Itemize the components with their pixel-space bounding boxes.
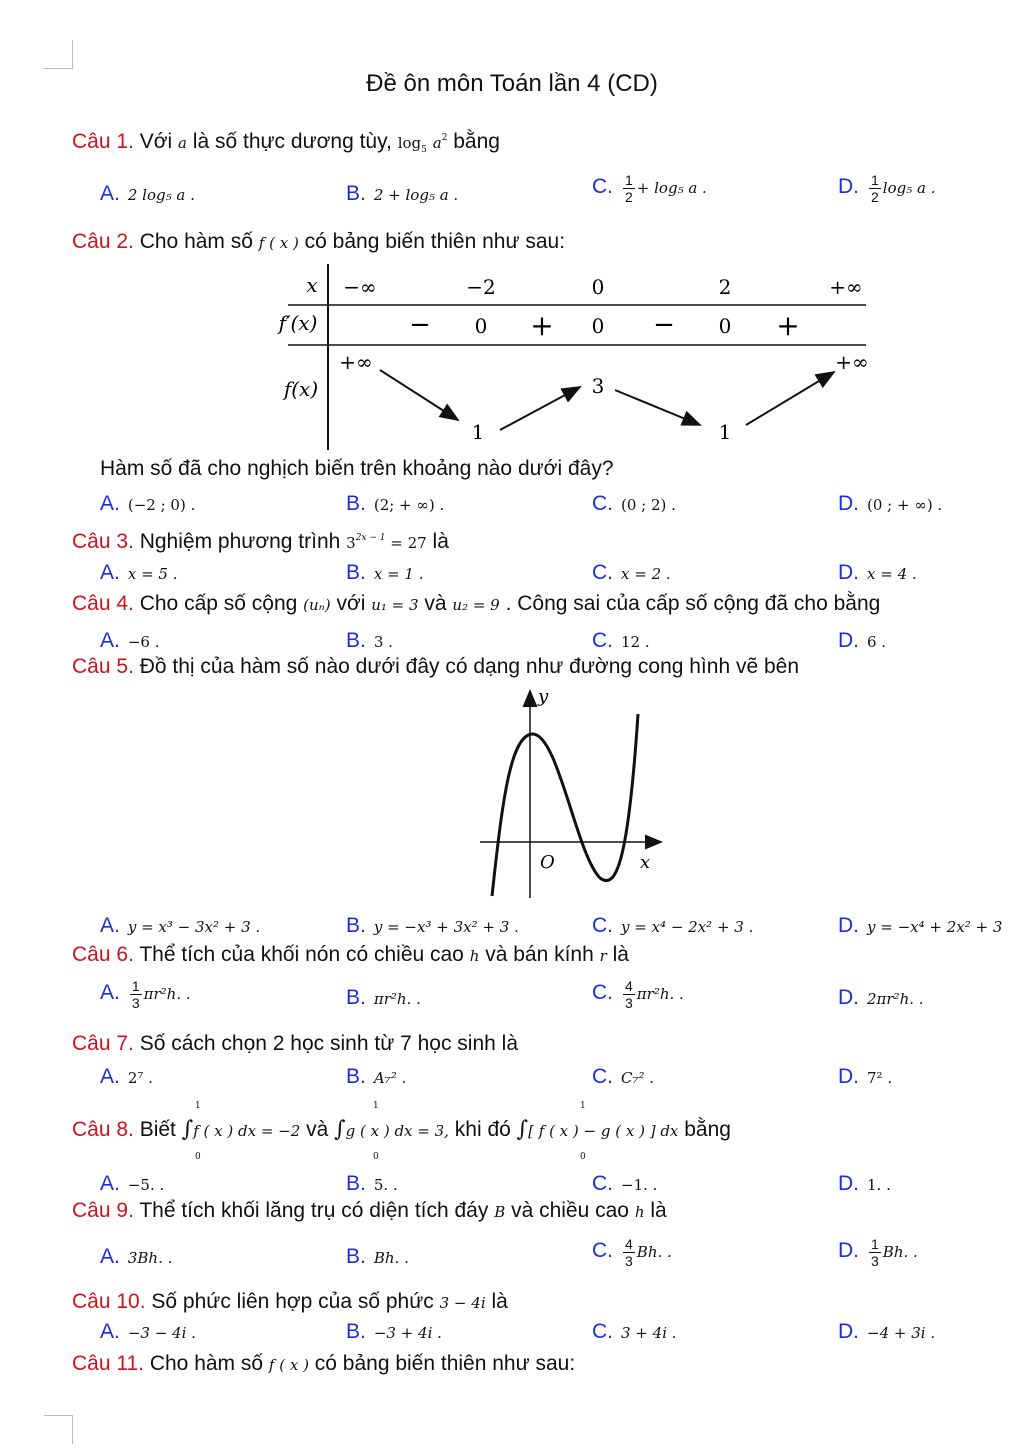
question-9: Câu 9. Thể tích khối lăng trụ có diện tích đáy B và chiều cao h là	[72, 1199, 667, 1222]
integral-sign-icon: ∫	[334, 1117, 346, 1142]
q3-option-c[interactable]: C. x = 2 .	[592, 561, 671, 584]
function-graph	[478, 684, 668, 902]
q4-option-a[interactable]: A. −6 .	[100, 629, 160, 652]
page-title: Đề ôn môn Toán lần 4 (CD)	[366, 70, 658, 97]
integral-lower-limit: 0	[580, 1152, 586, 1162]
sign: 0	[718, 314, 732, 338]
arrow-up	[746, 372, 834, 425]
x-value: +∞	[829, 275, 863, 299]
question-10: Câu 10. Số phức liên hợp của số phức 3 − 4i là	[72, 1290, 508, 1313]
q5-option-b[interactable]: B. y = −x³ + 3x² + 3 .	[346, 914, 519, 937]
q2-option-c[interactable]: C. (0 ; 2) .	[592, 492, 676, 515]
q3-option-b[interactable]: B. x = 1 .	[346, 561, 424, 584]
q4-option-d[interactable]: D. 6 .	[838, 629, 887, 652]
curve	[492, 714, 638, 896]
q7-option-c[interactable]: C. C₇² .	[592, 1065, 655, 1088]
q10-option-b[interactable]: B. −3 + 4i .	[346, 1320, 442, 1343]
table-f-label: f(x)	[283, 377, 319, 401]
f-value: +∞	[835, 350, 869, 374]
integral-upper-limit: 1	[373, 1101, 379, 1111]
q8-option-b[interactable]: B. 5. .	[346, 1172, 398, 1195]
integral-upper-limit: 1	[580, 1101, 586, 1111]
q7-option-a[interactable]: A. 2⁷ .	[100, 1065, 153, 1088]
table-fprime-label: f′(x)	[278, 311, 318, 335]
question-3: Câu 3. Nghiệm phương trình $3^{2x - 1} = 27$ là	[72, 530, 449, 553]
f-value: 1	[471, 420, 485, 444]
q9-option-b[interactable]: B. Bh. .	[346, 1245, 409, 1268]
arrow-down	[615, 390, 700, 425]
q5-option-a[interactable]: A. y = x³ − 3x² + 3 .	[100, 914, 261, 937]
sign: −	[653, 310, 675, 340]
q10-option-c[interactable]: C. 3 + 4i .	[592, 1320, 677, 1343]
integral-sign-icon: ∫	[516, 1117, 529, 1142]
arrow-down	[380, 370, 458, 420]
question-8: Câu 8. Biết ∫f ( x ) dx = −2 và ∫g ( x ) dx = 3, khi đó ∫[ f ( x ) − g ( x ) ] dx bằng	[72, 1117, 731, 1142]
q2-option-d[interactable]: D. (0 ; + ∞) .	[838, 492, 943, 515]
q6-option-a[interactable]: A. $\frac{1}{3}$ πr²h. .	[100, 978, 191, 1011]
q5-option-d[interactable]: D. y = −x⁴ + 2x² + 3	[838, 914, 1003, 937]
q6-option-b[interactable]: B. πr²h. .	[346, 986, 421, 1009]
integral-lower-limit: 0	[195, 1152, 201, 1162]
integral-lower-limit: 0	[373, 1152, 379, 1162]
q3-option-a[interactable]: A. x = 5 .	[100, 561, 178, 584]
integral-sign-icon: ∫	[181, 1117, 194, 1142]
q1-option-d[interactable]: D. $\frac{1}{2}$ log₅ a .	[838, 172, 936, 205]
x-value: 0	[591, 275, 605, 299]
q1-option-b[interactable]: B. 2 + log₅ a .	[346, 182, 459, 205]
x-value: −2	[466, 275, 496, 299]
arrow-up	[500, 387, 580, 430]
q7-option-d[interactable]: D. 7² .	[838, 1065, 893, 1088]
origin-label: O	[540, 852, 555, 873]
sign: +	[776, 309, 800, 342]
q4-option-c[interactable]: C. 12 .	[592, 629, 650, 652]
question-number: Câu 1.	[72, 130, 134, 153]
x-axis-label: x	[640, 852, 651, 873]
q4-option-b[interactable]: B. 3 .	[346, 629, 393, 652]
q7-option-b[interactable]: B. A₇² .	[346, 1065, 407, 1088]
variation-table	[260, 262, 880, 452]
q9-option-d[interactable]: D. $\frac{1}{3}$ Bh. .	[838, 1236, 918, 1269]
y-axis-label: y	[538, 686, 549, 707]
q2-option-b[interactable]: B. (2; + ∞) .	[346, 492, 445, 515]
q5-option-c[interactable]: C. y = x⁴ − 2x² + 3 .	[592, 914, 754, 937]
question-5: Câu 5. Đồ thị của hàm số nào dưới đây có dạng như đường cong hình vẽ bên	[72, 655, 800, 678]
page-corner-bottom	[44, 1415, 73, 1444]
q10-option-d[interactable]: D. −4 + 3i .	[838, 1320, 936, 1343]
q6-option-d[interactable]: D. 2πr²h. .	[838, 986, 924, 1009]
question-7: Câu 7. Số cách chọn 2 học sinh từ 7 học sinh là	[72, 1032, 518, 1055]
integral-upper-limit: 1	[195, 1101, 201, 1111]
q2-question-text: Hàm số đã cho nghịch biến trên khoảng nào dưới đây?	[100, 457, 614, 480]
q1-option-c[interactable]: C. $\frac{1}{2}$ + log₅ a .	[592, 172, 707, 205]
sign: 0	[591, 314, 605, 338]
question-2: Câu 2. Cho hàm số f ( x ) có bảng biến thiên như sau:	[72, 230, 566, 253]
question-4: Câu 4. Cho cấp số cộng (uₙ) với u₁ = 3 và u₂ = 9 . Công sai của cấp số cộng đã cho bằng	[72, 592, 881, 615]
q9-option-c[interactable]: C. $\frac{4}{3}$ Bh. .	[592, 1236, 672, 1269]
f-value: 3	[591, 374, 605, 398]
q1-option-a[interactable]: A. 2 log₅ a .	[100, 182, 195, 205]
sign: +	[530, 309, 554, 342]
q3-option-d[interactable]: D. x = 4 .	[838, 561, 917, 584]
f-value: +∞	[339, 350, 373, 374]
table-x-label: x	[306, 273, 318, 297]
q9-option-a[interactable]: A. 3Bh. .	[100, 1245, 173, 1268]
q2-option-a[interactable]: A. (−2 ; 0) .	[100, 492, 196, 515]
sign: 0	[474, 314, 488, 338]
page-corner-top	[44, 40, 73, 69]
q8-option-c[interactable]: C. −1. .	[592, 1172, 658, 1195]
question-11: Câu 11. Cho hàm số f ( x ) có bảng biến thiên như sau:	[72, 1352, 576, 1375]
x-value: −∞	[343, 275, 377, 299]
sign: −	[409, 310, 431, 340]
x-value: 2	[718, 275, 732, 299]
f-value: 1	[718, 420, 732, 444]
question-6: Câu 6. Thể tích của khối nón có chiều cao h và bán kính r là	[72, 943, 629, 966]
q8-option-d[interactable]: D. 1. .	[838, 1172, 891, 1195]
q6-option-c[interactable]: C. $\frac{4}{3}$ πr²h. .	[592, 978, 684, 1011]
question-1: Câu 1. Với a là số thực dương tùy, $\log_5 a^2$ bằng	[72, 130, 500, 155]
q10-option-a[interactable]: A. −3 − 4i .	[100, 1320, 196, 1343]
q8-option-a[interactable]: A. −5. .	[100, 1172, 165, 1195]
